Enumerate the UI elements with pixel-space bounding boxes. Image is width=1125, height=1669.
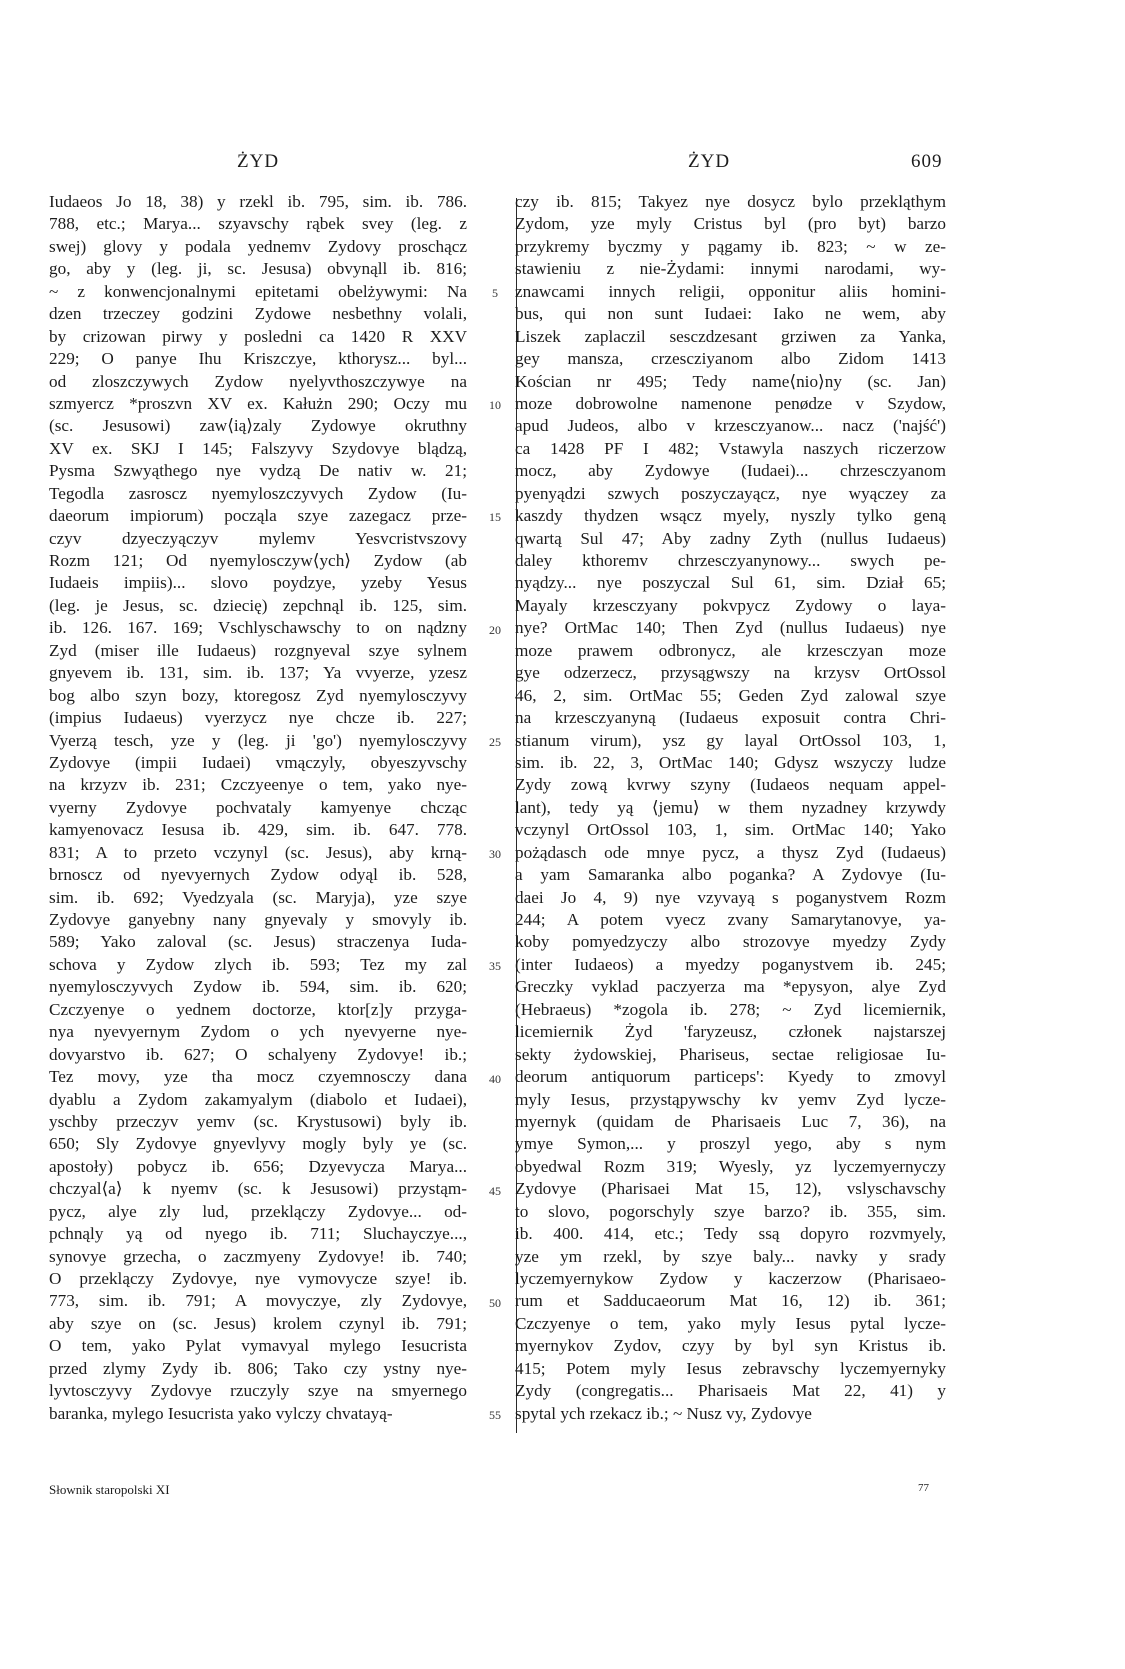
text-line: 650; Sly Zydovye gnyevlyvy mogly byly ye (sc.	[49, 1134, 467, 1154]
running-head-left: ŻYD	[237, 151, 280, 172]
text-line: stawieniu z nie-Żydami: innymi narodami, wy-	[515, 259, 946, 279]
text-line: sim. ib. 22, 3, OrtMac 140; Gdysz wszyczy ludze	[515, 752, 946, 772]
text-line: znawcami innych religii, opponitur aliis homini-	[515, 281, 946, 301]
text-line: 831; A to przeto vczynyl (sc. Jesus), aby krną-	[49, 842, 467, 862]
text-line: czyv dzyeczyączyv mylemv Yesvcristvszovy	[49, 528, 467, 548]
text-line: Czczyenye o tem, yako myly Iesus pytal lycze-	[515, 1313, 946, 1333]
text-line: daei Jo 4, 9) nye vzyvayą s poganystvem Rozm	[515, 887, 946, 907]
text-line: (impius Iudaeus) vyerzycz nye chcze ib. 227;	[49, 708, 467, 728]
text-line: 415; Potem myly Iesus zebravschy lyczemyernyky	[515, 1358, 946, 1378]
text-line: swej) glovy y podala yednemv Zydovy proschącz	[49, 236, 467, 256]
text-line: kaszdy thydzen wsącz myely, nyszly tylko geną	[515, 506, 946, 526]
text-line: Tegodla zasroscz nyemyloszczyvych Zydow (Iu-	[49, 483, 467, 503]
text-line: pyenyądzi szwych poszyczayącz, nye wyączey za	[515, 483, 946, 503]
text-line: Iudaeis impiis)... slovo poydzye, yzeby Yesus	[49, 573, 467, 593]
line-number: 50	[489, 1296, 501, 1311]
text-line: mocz, aby Zydowye (Iudaei)... chrzesczyanom	[515, 461, 946, 481]
footer-signature: Słownik staropolski XI	[49, 1482, 170, 1497]
text-line: na krzesczyanyną (Iudaeus exposuit contra Chri-	[515, 708, 946, 728]
text-line: czy ib. 815; Takyez nye dosycz bylo przekląthym	[515, 192, 946, 211]
right-column	[515, 191, 946, 1425]
text-line: apostoły) pobycz ib. 656; Dzyevycza Marya...	[49, 1156, 467, 1176]
text-line: chczyal⟨a⟩ k nyemv (sc. k Jesusowi) przystąm-	[49, 1179, 467, 1199]
text-line: ca 1428 PF I 482; Vstawyla naszych riczerzow	[515, 438, 946, 458]
text-line: Zydy (congregatis... Pharisaeis Mat 22, 41) y	[515, 1381, 946, 1401]
text-line: nya nyevyernym Zydom o ych nyevyerne nye-	[49, 1022, 467, 1042]
text-line: obyedwal Rozm 319; Wyesly, yz lyczemyernyczy	[515, 1156, 946, 1176]
text-line: daley kthoremv chrzesczyanynowy... swych pe-	[515, 551, 946, 570]
text-line: vyerny Zydovye pochvataly kamyenye chcząc	[49, 797, 467, 817]
line-number: 15	[489, 510, 501, 525]
text-line: apud Judeos, albo v krzesczyanow... nacz ('najść')	[515, 416, 946, 436]
text-line: (inter Iudaeos) a myedzy poganystvem ib. 245;	[515, 954, 946, 974]
text-line: XV ex. SKJ I 145; Falszyvy Szydovye blądzą,	[49, 438, 467, 458]
line-number: 5	[492, 285, 498, 300]
text-line: Zydovye ganyebny nany gnyevaly y smovyly ib.	[49, 910, 467, 929]
line-number: 40	[489, 1071, 501, 1086]
text-line: 773, sim. ib. 791; A movyczye, zly Zydovye,	[49, 1291, 467, 1311]
text-line: dyablu a Zydom zakamyalym (diabolo et Iudaei),	[49, 1089, 467, 1109]
text-line: aby szye on (sc. Jesus) krolem czynyl ib. 791;	[49, 1313, 467, 1333]
text-line: nye? OrtMac 140; Then Zyd (nullus Iudaeus) nye	[515, 618, 946, 638]
text-line: rum et Sadducaeorum Mat 16, 12) ib. 361;	[515, 1291, 946, 1311]
text-line: moze dobrowolne namenone penødze v Szydow,	[515, 393, 946, 413]
text-line: pycz, alye zly lud, przeklączy Zydovye... od-	[49, 1201, 467, 1221]
text-line: baranka, mylego Iesucrista yako vylczy chvatayą-	[49, 1403, 393, 1423]
text-line: bog albo szyn bozy, ktoregosz Zyd nyemylosczyvy	[49, 685, 467, 705]
text-line: to slovo, pogorschyly szye barzo? ib. 355, sim.	[515, 1201, 946, 1221]
text-line: pchnąly yą od nyego ib. 711; Sluchayczye...,	[49, 1224, 467, 1244]
text-line: O tem, yako Pylat vymavyal mylego Iesucrista	[49, 1336, 467, 1356]
text-line: Zydy zową kvrwy szyny (Iudaeos nequam appel-	[515, 775, 946, 795]
text-line: myly Iesus, przystąpywschy kv yemv Zyd lycze-	[515, 1089, 946, 1109]
text-line: kamyenovacz Iesusa ib. 429, sim. ib. 647. 778.	[49, 820, 467, 840]
text-line: Zydovye (impii Iudaei) vmączyly, obyeszyvschy	[49, 752, 467, 772]
text-line: myernykov Zydov, czyy by byl syn Kristus ib.	[515, 1336, 946, 1356]
text-line: bus, qui non sunt Iudaei: Iako ne wem, aby	[515, 304, 946, 324]
text-line: Tez movy, yze tha mocz czyemnosczy dana	[49, 1067, 467, 1087]
text-line: Zydom, yze myly Cristus byl (pro byt) barzo	[515, 214, 946, 234]
text-line: yze ym rzekl, by szye baly... navky y srady	[515, 1246, 946, 1266]
line-number: 10	[489, 398, 501, 413]
text-line: (sc. Jesusowi) zaw⟨ią⟩zaly Zydowye okruthny	[49, 416, 467, 436]
text-line: gey mansza, crzescziyanom albo Zidom 1413	[515, 349, 946, 369]
text-line: vczynyl OrtOssol 103, 1, sim. OrtMac 140; Yako	[515, 820, 946, 840]
text-line: nyądzy... nye poszyczal Sul 61, sim. Dział 65;	[515, 573, 946, 593]
text-line: by crizowan pirwy y posledni ca 1420 R XXV	[49, 326, 467, 346]
text-line: lyczemyernykow Zydow y kaczerzow (Pharisaeo-	[515, 1269, 946, 1288]
left-column	[49, 191, 467, 1425]
text-line: pożądasch ode mnye pycz, a thysz Zyd (Iudaeus)	[515, 842, 946, 862]
line-number: 45	[489, 1183, 501, 1198]
text-line: yschby przeczyv yemv (sc. Krystusowi) byly ib.	[49, 1111, 467, 1131]
text-line: ib. 400. 414, etc.; Tedy ssą dopyro rozvmyely,	[515, 1224, 946, 1244]
text-line: przed zlymy Zydy ib. 806; Tako czy ystny nye-	[49, 1358, 467, 1378]
line-number: 20	[489, 622, 501, 637]
text-line: 589; Yako zaloval (sc. Jesus) straczenya Iuda-	[49, 932, 467, 952]
text-line: sekty żydowskiej, Phariseus, sectae religiosae Iu-	[515, 1044, 946, 1064]
text-line: 244; A potem vyecz zvany Samarytanovye, ya-	[515, 910, 946, 929]
text-line: nyemylosczyvych Zydow ib. 594, sim. ib. 620;	[49, 977, 467, 997]
text-line: Zyd (miser ille Iudaeus) rozgnyeval szye sylnem	[49, 640, 467, 660]
text-line: Zydovye (Pharisaei Mat 15, 12), vslyschavschy	[515, 1179, 946, 1199]
text-line: 46, 2, sim. OrtMac 55; Geden Zyd zalowal szye	[515, 685, 946, 705]
running-head-right: ŻYD	[688, 151, 731, 172]
text-line: ~ z konwencjonalnymi epitetami obelżywymi: Na	[49, 281, 467, 301]
text-line: qwartą Sul 47; Aby zadny Zyth (nullus Iudaeus)	[515, 528, 946, 548]
text-line: Iudaeos Jo 18, 38) y rzekl ib. 795, sim. ib. 786.	[49, 192, 467, 211]
text-line: lyvtosczyvy Zydovye rzuczyly szye na smyernego	[49, 1381, 467, 1401]
text-line: go, aby y (leg. ji, sc. Jesusa) obvynąll ib. 816;	[49, 259, 467, 279]
line-number: 25	[489, 734, 501, 749]
text-line: sim. ib. 692; Vyedzyala (sc. Maryja), yze szye	[49, 887, 467, 907]
text-line: O przeklączy Zydovye, nye vymovycze szye! ib.	[49, 1269, 467, 1288]
footer-sheet-number: 77	[918, 1482, 929, 1494]
text-line: 788, etc.; Marya... szyavschy rąbek svey (leg. z	[49, 214, 467, 234]
text-line: ymye Symon,... y proszyl yego, aby s nym	[515, 1134, 946, 1154]
text-line: Pysma Szwyąthego nye vydzą De nativ w. 21;	[49, 461, 467, 481]
text-line: Rozm 121; Od nyemylosczyw⟨ych⟩ Zydow (ab	[49, 551, 467, 570]
line-number: 30	[489, 847, 501, 862]
text-line: schova y Zydow zlych ib. 593; Tez my zal	[49, 954, 467, 974]
text-line: Mayaly krzesczyany pokvpycz Zydowy o laya-	[515, 595, 946, 615]
text-line: licemiernik Żyd 'faryzeusz, członek najstarszej	[515, 1022, 946, 1042]
text-line: myernyk (quidam de Pharisaeis Luc 7, 36), na	[515, 1111, 946, 1131]
text-line: synovye grzecha, o zaczmyeny Zydovye! ib. 740;	[49, 1246, 467, 1266]
text-line: (Hebraeus) *zogola ib. 278; ~ Zyd licemiernik,	[515, 999, 946, 1019]
text-line: daeorum impiorum) począla szye zazegacz prze-	[49, 506, 467, 526]
text-line: Kościan nr 495; Tedy name⟨nio⟩ny (sc. Jan)	[515, 371, 946, 391]
text-line: brnoscz od nyevyernych Zydow odyąl ib. 528,	[49, 865, 467, 885]
text-line: (leg. je Jesus, sc. dziecię) zepchnąl ib. 125, sim.	[49, 595, 467, 615]
line-number: 35	[489, 959, 501, 974]
text-line: lant), tedy yą ⟨jemu⟩ w them nyzadney krzywdy	[515, 797, 946, 817]
text-line: gye odzerzecz, przysągwszy na krzysv OrtOssol	[515, 663, 946, 683]
line-number: 55	[489, 1408, 501, 1423]
text-line: Greczky vyklad paczyerza ma *epysyon, alye Zyd	[515, 977, 946, 997]
text-line: koby pomyedzyczy albo strozovye myedzy Zydy	[515, 932, 946, 952]
text-line: ib. 126. 167. 169; Vschlyschawschy to on nądzny	[49, 618, 467, 638]
text-line: Liszek zaplaczil sesczdzesant grziwen za Yanka,	[515, 326, 946, 346]
text-line: na krzyzv ib. 231; Czczyeenye o tem, yako nye-	[49, 775, 467, 795]
text-line: od zloszczywych Zydow nyelyvthoszczywye na	[49, 371, 467, 391]
text-line: moze prawem odbronycz, ale krzesczyan moze	[515, 640, 946, 660]
text-line: Czczyenye o yednem doctorze, ktor[z]y przyga-	[49, 999, 467, 1019]
text-line: dovyarstvo ib. 627; O schalyeny Zydovye! ib.;	[49, 1044, 467, 1064]
text-line: Vyerzą tesch, yze y (leg. ji 'go') nyemylosczyvy	[49, 730, 467, 750]
text-line: a yam Samaranka albo poganka? A Zydovye (Iu-	[515, 865, 946, 885]
text-line: szmyercz *proszvn XV ex. Kałużn 290; Oczy mu	[49, 393, 467, 413]
text-line: gnyevem ib. 131, sim. ib. 137; Ya vvyerze, yzesz	[49, 663, 467, 683]
text-line: dzen trzeczey godzini Zydowe nesbethny volali,	[49, 304, 467, 324]
text-line: 229; O panye Ihu Kriszczye, kthorysz... byl...	[49, 349, 467, 369]
text-line: spytal ych rzekacz ib.; ~ Nusz vy, Zydovye	[515, 1403, 812, 1423]
text-line: przykremy byczmy y pągamy ib. 823; ~ w ze-	[515, 236, 946, 256]
text-line: deorum antiquorum particeps': Kyedy to zmovyl	[515, 1067, 946, 1087]
text-line: stianum virum), ysz gy layal OrtOssol 103, 1,	[515, 730, 946, 750]
page-number: 609	[911, 151, 943, 172]
